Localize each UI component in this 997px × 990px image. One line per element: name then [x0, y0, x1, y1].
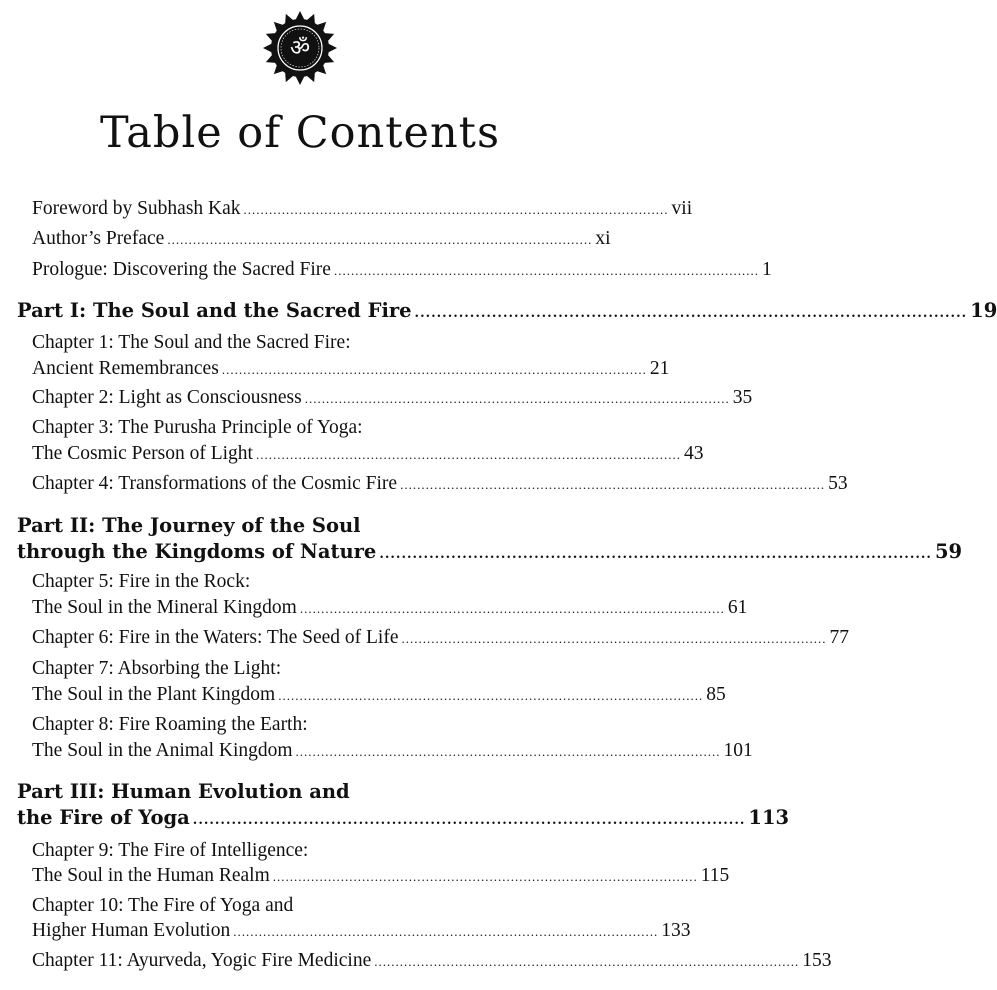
entry-label: Foreword by Subhash Kak: [32, 198, 241, 219]
leader-dots: ....................................................................................................: [400, 477, 826, 492]
om-mandala-icon: [262, 10, 338, 86]
entry-label: Prologue: Discovering the Sacred Fire: [32, 259, 331, 280]
chapter-10-title-line1: Chapter 10: The Fire of Yoga and: [32, 895, 294, 916]
chapter-5-title-line1: Chapter 5: Fire in the Rock:: [32, 571, 251, 592]
page-number: 61: [727, 597, 748, 618]
chapter-1-title-line1: Chapter 1: The Soul and the Sacred Fire:: [32, 332, 351, 353]
chapter-7-title-line1: Chapter 7: Absorbing the Light:: [32, 658, 282, 679]
chapter-title: Ancient Remembrances: [32, 358, 219, 379]
page-number: 153: [802, 950, 832, 971]
leader-dots: ....................................................................................................: [272, 869, 698, 884]
chapter-title: The Soul in the Plant Kingdom: [32, 684, 276, 705]
page-number: 21: [649, 358, 670, 379]
leader-dots: ....................................................................................................: [379, 547, 932, 562]
leader-dots: ....................................................................................................: [278, 688, 704, 703]
leader-dots: ....................................................................................................: [304, 391, 730, 406]
toc-chapter-10[interactable]: [32, 918, 691, 945]
chapter-8-title-line1: Chapter 8: Fire Roaming the Earth:: [32, 714, 308, 735]
page-number: 133: [661, 920, 691, 941]
toc-chapter-2[interactable]: [32, 385, 753, 412]
page-number: 59: [934, 540, 963, 563]
chapter-title: Chapter 6: Fire in the Waters: The Seed of Life: [32, 627, 399, 648]
page-number: 1: [761, 259, 772, 280]
page-number: xi: [595, 228, 611, 249]
toc-chapter-3[interactable]: [32, 441, 704, 468]
chapter-title: Higher Human Evolution: [32, 920, 231, 941]
toc-part-1[interactable]: [17, 298, 997, 327]
leader-dots: ....................................................................................................: [333, 263, 759, 278]
page-number: 101: [723, 740, 753, 761]
page-title: Table of Contents: [99, 108, 501, 158]
page-number: 53: [828, 473, 848, 494]
toc-entry-foreword[interactable]: [32, 196, 693, 223]
entry-label: Author’s Preface: [32, 228, 165, 249]
chapter-title: The Soul in the Mineral Kingdom: [32, 597, 297, 618]
chapter-title: The Soul in the Animal Kingdom: [32, 740, 293, 761]
part-3-title-line1: Part III: Human Evolution and: [17, 780, 350, 803]
toc-chapter-11[interactable]: [32, 948, 832, 975]
page-number: 77: [829, 627, 849, 648]
leader-dots: ....................................................................................................: [299, 601, 725, 616]
leader-dots: ....................................................................................................: [374, 954, 800, 969]
chapter-title: Chapter 11: Ayurveda, Yogic Fire Medicine: [32, 950, 372, 971]
toc-chapter-8[interactable]: [32, 738, 753, 765]
leader-dots: ....................................................................................................: [167, 232, 593, 247]
leader-dots: ....................................................................................................: [295, 744, 721, 759]
toc-chapter-6[interactable]: [32, 625, 849, 652]
chapter-title: The Cosmic Person of Light: [32, 443, 253, 464]
leader-dots: ....................................................................................................: [192, 813, 746, 828]
page-number: vii: [671, 198, 693, 219]
chapter-title: The Soul in the Human Realm: [32, 865, 270, 886]
page-number: 35: [732, 387, 753, 408]
toc-chapter-7[interactable]: [32, 682, 726, 709]
part-title: Part I: The Soul and the Sacred Fire: [17, 299, 412, 322]
page-number: 43: [683, 443, 704, 464]
toc-entry-prologue[interactable]: [32, 257, 772, 284]
toc-chapter-4[interactable]: [32, 471, 848, 498]
chapter-title: Chapter 2: Light as Consciousness: [32, 387, 302, 408]
part-2-title-line1: Part II: The Journey of the Soul: [17, 514, 361, 537]
leader-dots: ....................................................................................................: [255, 447, 681, 462]
toc-chapter-9[interactable]: [32, 863, 730, 890]
toc-chapter-1[interactable]: [32, 356, 670, 383]
chapter-3-title-line1: Chapter 3: The Purusha Principle of Yoga:: [32, 417, 363, 438]
toc-part-3[interactable]: [17, 805, 790, 834]
page-number: 113: [748, 806, 790, 829]
chapter-title: Chapter 4: Transformations of the Cosmic Fire: [32, 473, 398, 494]
page-number: 19: [970, 299, 997, 322]
leader-dots: ....................................................................................................: [233, 924, 659, 939]
page-number: 85: [706, 684, 726, 705]
svg-text:ॐ: ॐ: [289, 36, 311, 61]
leader-dots: ....................................................................................................: [221, 362, 647, 377]
toc-chapter-5[interactable]: [32, 595, 748, 622]
chapter-9-title-line1: Chapter 9: The Fire of Intelligence:: [32, 840, 309, 861]
page-number: 115: [700, 865, 730, 886]
leader-dots: ....................................................................................................: [243, 202, 669, 217]
part-title: through the Kingdoms of Nature: [17, 540, 377, 563]
toc-entry-preface[interactable]: [32, 226, 611, 253]
toc-part-2[interactable]: [17, 539, 963, 568]
leader-dots: ....................................................................................................: [401, 631, 827, 646]
part-title: the Fire of Yoga: [17, 806, 190, 829]
leader-dots: ....................................................................................................: [414, 306, 968, 321]
